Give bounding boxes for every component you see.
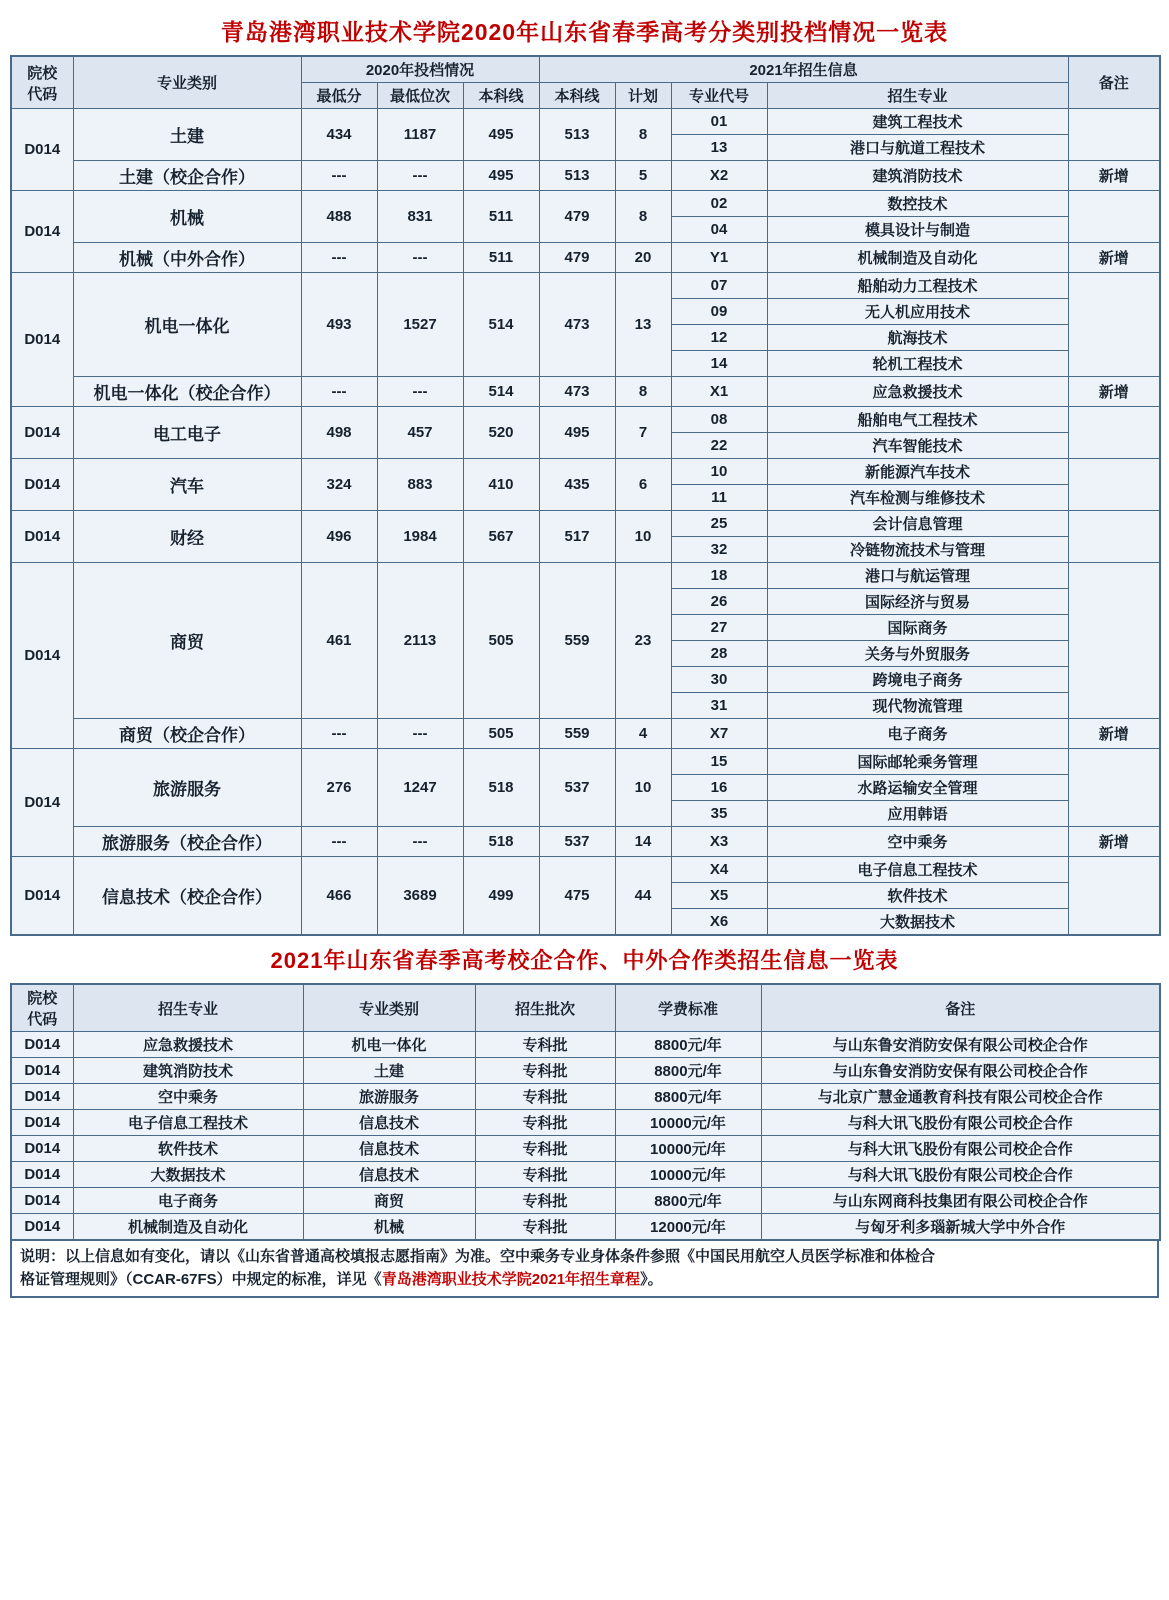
th-group-2021: 2021年招生信息 — [539, 56, 1068, 83]
cell2-tuition: 8800元/年 — [615, 1032, 761, 1058]
admission-scores-table — [10, 55, 1161, 936]
cell-bk-line-2020: 505 — [463, 563, 539, 719]
cell-min-score: 498 — [301, 407, 377, 459]
table-row — [11, 407, 1160, 433]
cell-min-rank: --- — [377, 377, 463, 407]
cell2-tuition: 8800元/年 — [615, 1188, 761, 1214]
cell-remark — [1068, 511, 1160, 563]
cell-remark — [1068, 459, 1160, 511]
cell2-major-category: 机械 — [303, 1214, 475, 1241]
cell-major-name: 汽车智能技术 — [767, 433, 1068, 459]
footnote-highlight: 青岛港湾职业技术学院2021年招生章程 — [381, 1270, 641, 1288]
table-row — [11, 749, 1160, 775]
cell-major-code: 31 — [671, 693, 767, 719]
cell2-batch: 专科批 — [475, 1084, 615, 1110]
cell-major-name: 航海技术 — [767, 325, 1068, 351]
cell2-remark: 与科大讯飞股份有限公司校企合作 — [761, 1136, 1160, 1162]
cell2-major-category: 旅游服务 — [303, 1084, 475, 1110]
cell2-major-category: 信息技术 — [303, 1136, 475, 1162]
cell2-major-name: 空中乘务 — [73, 1084, 303, 1110]
cell-remark: 新增 — [1068, 161, 1160, 191]
table-row — [11, 563, 1160, 589]
cell2-remark: 与山东鲁安消防安保有限公司校企合作 — [761, 1032, 1160, 1058]
cell-plan: 10 — [615, 749, 671, 827]
cell-major-code: X4 — [671, 857, 767, 883]
cell2-major-category: 信息技术 — [303, 1110, 475, 1136]
cell-min-rank: 1527 — [377, 273, 463, 377]
cell-min-rank: --- — [377, 161, 463, 191]
table2-header-row — [11, 984, 1160, 1032]
table-row — [11, 109, 1160, 135]
cell-major-name: 船舶电气工程技术 — [767, 407, 1068, 433]
cell2-major-name: 应急救援技术 — [73, 1032, 303, 1058]
cell-min-score: 488 — [301, 191, 377, 243]
cell-major-code: 26 — [671, 589, 767, 615]
cell-min-rank: 1187 — [377, 109, 463, 161]
table-row — [11, 377, 1160, 407]
cell-major-name: 大数据技术 — [767, 909, 1068, 936]
cell-major-name: 冷链物流技术与管理 — [767, 537, 1068, 563]
cell-major-category: 旅游服务 — [73, 749, 301, 827]
cell-major-code: 32 — [671, 537, 767, 563]
cell-major-name: 电子商务 — [767, 719, 1068, 749]
cell-major-code: 28 — [671, 641, 767, 667]
cell2-batch: 专科批 — [475, 1032, 615, 1058]
cell-bk-line-2021: 513 — [539, 109, 615, 161]
cell-bk-line-2020: 520 — [463, 407, 539, 459]
page-title-1: 青岛港湾职业技术学院2020年山东省春季高考分类别投档情况一览表 — [220, 19, 949, 45]
cell-major-code: X7 — [671, 719, 767, 749]
cell-plan: 8 — [615, 109, 671, 161]
cell-major-name: 跨境电子商务 — [767, 667, 1068, 693]
cell2-major-name: 电子商务 — [73, 1188, 303, 1214]
cell-school-code: D014 — [11, 109, 73, 191]
cell-major-category: 机械 — [73, 191, 301, 243]
cell2-school-code: D014 — [11, 1084, 73, 1110]
th2-batch: 招生批次 — [475, 984, 615, 1032]
cell2-remark: 与科大讯飞股份有限公司校企合作 — [761, 1162, 1160, 1188]
cell2-major-name: 建筑消防技术 — [73, 1058, 303, 1084]
cell-major-code: X5 — [671, 883, 767, 909]
table-row — [11, 1136, 1160, 1162]
th-school-code: 院校 代码 — [11, 56, 73, 109]
cell-major-name: 建筑消防技术 — [767, 161, 1068, 191]
cell2-tuition: 10000元/年 — [615, 1136, 761, 1162]
cell-remark — [1068, 857, 1160, 936]
th2-major-category: 专业类别 — [303, 984, 475, 1032]
cell2-remark: 与匈牙利多瑙新城大学中外合作 — [761, 1214, 1160, 1241]
cell-major-category: 机械（中外合作） — [73, 243, 301, 273]
cell-bk-line-2020: 518 — [463, 827, 539, 857]
cell-major-code: 04 — [671, 217, 767, 243]
table-row — [11, 273, 1160, 299]
cell2-school-code: D014 — [11, 1058, 73, 1084]
cell-school-code: D014 — [11, 511, 73, 563]
cell-min-rank: 3689 — [377, 857, 463, 936]
cell-bk-line-2021: 537 — [539, 749, 615, 827]
cell-bk-line-2021: 559 — [539, 719, 615, 749]
page-title-2: 2021年山东省春季高考校企合作、中外合作类招生信息一览表 — [270, 948, 899, 973]
cell2-batch: 专科批 — [475, 1214, 615, 1241]
cell-plan: 13 — [615, 273, 671, 377]
cell-min-score: 434 — [301, 109, 377, 161]
table-row — [11, 1110, 1160, 1136]
cell-major-name: 会计信息管理 — [767, 511, 1068, 537]
table-row — [11, 191, 1160, 217]
cell-major-category: 机电一体化（校企合作） — [73, 377, 301, 407]
cell-plan: 23 — [615, 563, 671, 719]
cell-major-code: 14 — [671, 351, 767, 377]
cell2-tuition: 10000元/年 — [615, 1162, 761, 1188]
th2-tuition: 学费标准 — [615, 984, 761, 1032]
cell-min-score: 276 — [301, 749, 377, 827]
cell-major-name: 汽车检测与维修技术 — [767, 485, 1068, 511]
cell-min-rank: 1984 — [377, 511, 463, 563]
cell-major-name: 新能源汽车技术 — [767, 459, 1068, 485]
cell-major-code: 30 — [671, 667, 767, 693]
table-row — [11, 1214, 1160, 1241]
cell-bk-line-2021: 479 — [539, 191, 615, 243]
cell-bk-line-2021: 517 — [539, 511, 615, 563]
cell-school-code: D014 — [11, 857, 73, 936]
th-major-category: 专业类别 — [73, 56, 301, 109]
cell-min-rank: 831 — [377, 191, 463, 243]
cell-major-name: 现代物流管理 — [767, 693, 1068, 719]
cell-major-category: 商贸 — [73, 563, 301, 719]
cell-major-name: 电子信息工程技术 — [767, 857, 1068, 883]
cell2-tuition: 10000元/年 — [615, 1110, 761, 1136]
cell-major-name: 应急救援技术 — [767, 377, 1068, 407]
cell-min-rank: 2113 — [377, 563, 463, 719]
cell-min-rank: --- — [377, 719, 463, 749]
cell-bk-line-2020: 495 — [463, 161, 539, 191]
cell2-remark: 与山东鲁安消防安保有限公司校企合作 — [761, 1058, 1160, 1084]
cell-major-code: 22 — [671, 433, 767, 459]
cell2-tuition: 8800元/年 — [615, 1058, 761, 1084]
cell2-major-name: 电子信息工程技术 — [73, 1110, 303, 1136]
cell-major-category: 电工电子 — [73, 407, 301, 459]
cell-bk-line-2020: 495 — [463, 109, 539, 161]
cell-school-code: D014 — [11, 407, 73, 459]
cell-major-code: 09 — [671, 299, 767, 325]
cell-major-category: 旅游服务（校企合作） — [73, 827, 301, 857]
cell-min-score: --- — [301, 161, 377, 191]
cell-major-category: 信息技术（校企合作） — [73, 857, 301, 936]
table-row — [11, 161, 1160, 191]
cell-min-rank: 883 — [377, 459, 463, 511]
cell2-school-code: D014 — [11, 1188, 73, 1214]
cell2-major-name: 大数据技术 — [73, 1162, 303, 1188]
cell-major-name: 国际经济与贸易 — [767, 589, 1068, 615]
cell-major-name: 港口与航道工程技术 — [767, 135, 1068, 161]
cell-major-code: 13 — [671, 135, 767, 161]
cell-major-category: 汽车 — [73, 459, 301, 511]
cell-bk-line-2020: 410 — [463, 459, 539, 511]
cell-plan: 4 — [615, 719, 671, 749]
cell-bk-line-2020: 518 — [463, 749, 539, 827]
cell2-school-code: D014 — [11, 1162, 73, 1188]
th2-major-name: 招生专业 — [73, 984, 303, 1032]
cell-major-code: X2 — [671, 161, 767, 191]
cell-major-name: 关务与外贸服务 — [767, 641, 1068, 667]
cell-major-category: 土建（校企合作） — [73, 161, 301, 191]
cell2-major-category: 土建 — [303, 1058, 475, 1084]
cell-school-code: D014 — [11, 191, 73, 273]
cell2-major-category: 机电一体化 — [303, 1032, 475, 1058]
cell-min-score: 493 — [301, 273, 377, 377]
cell2-school-code: D014 — [11, 1214, 73, 1241]
cell-min-score: --- — [301, 377, 377, 407]
table-row — [11, 827, 1160, 857]
cell-min-rank: 457 — [377, 407, 463, 459]
th-bk-line-2021: 本科线 — [539, 83, 615, 109]
th-plan: 计划 — [615, 83, 671, 109]
cell-remark: 新增 — [1068, 827, 1160, 857]
table-row — [11, 1032, 1160, 1058]
cell-major-category: 机电一体化 — [73, 273, 301, 377]
footnote — [10, 1241, 1159, 1298]
cell2-remark: 与北京广慧金通教育科技有限公司校企合作 — [761, 1084, 1160, 1110]
cell-major-name: 应用韩语 — [767, 801, 1068, 827]
cell-major-code: 12 — [671, 325, 767, 351]
cell-remark: 新增 — [1068, 719, 1160, 749]
cell-major-code: 10 — [671, 459, 767, 485]
cell-bk-line-2020: 511 — [463, 243, 539, 273]
cell-school-code: D014 — [11, 273, 73, 407]
cell-remark: 新增 — [1068, 243, 1160, 273]
footnote-line-1: 说明：以上信息如有变化，请以《山东省普通高校填报志愿指南》为准。空中乘务专业身体条件参照《中国民用航空人员医学标准和体检合 — [20, 1248, 936, 1265]
cell-plan: 7 — [615, 407, 671, 459]
cell-major-name: 港口与航运管理 — [767, 563, 1068, 589]
cell-bk-line-2021: 473 — [539, 377, 615, 407]
th-major-name: 招生专业 — [767, 83, 1068, 109]
cell-bk-line-2020: 499 — [463, 857, 539, 936]
cell-bk-line-2021: 435 — [539, 459, 615, 511]
cell-bk-line-2021: 495 — [539, 407, 615, 459]
table-row — [11, 459, 1160, 485]
cell-min-rank: 1247 — [377, 749, 463, 827]
cell2-batch: 专科批 — [475, 1188, 615, 1214]
cell-school-code: D014 — [11, 563, 73, 749]
footnote-line-2b: 》。 — [640, 1270, 663, 1288]
th2-remark: 备注 — [761, 984, 1160, 1032]
cell-major-name: 轮机工程技术 — [767, 351, 1068, 377]
footnote-line-2a: 格证管理规则》（CCAR-67FS）中规定的标准，详见《 — [20, 1270, 382, 1288]
cell2-school-code: D014 — [11, 1136, 73, 1162]
cell-plan: 44 — [615, 857, 671, 936]
cell-major-code: X6 — [671, 909, 767, 936]
cooperation-programs-table — [10, 983, 1161, 1241]
cell-major-code: 02 — [671, 191, 767, 217]
cell2-batch: 专科批 — [475, 1136, 615, 1162]
cell-bk-line-2020: 511 — [463, 191, 539, 243]
cell-min-score: 324 — [301, 459, 377, 511]
cell-major-name: 建筑工程技术 — [767, 109, 1068, 135]
cell-plan: 8 — [615, 377, 671, 407]
cell-major-name: 机械制造及自动化 — [767, 243, 1068, 273]
table-row — [11, 719, 1160, 749]
table-row — [11, 1162, 1160, 1188]
cell-school-code: D014 — [11, 459, 73, 511]
th-bk-line-2020: 本科线 — [463, 83, 539, 109]
cell-major-category: 财经 — [73, 511, 301, 563]
cell2-batch: 专科批 — [475, 1058, 615, 1084]
cell-bk-line-2021: 559 — [539, 563, 615, 719]
cell2-major-category: 信息技术 — [303, 1162, 475, 1188]
cell-major-name: 船舶动力工程技术 — [767, 273, 1068, 299]
cell-remark — [1068, 407, 1160, 459]
cell-major-code: X3 — [671, 827, 767, 857]
cell-major-code: 16 — [671, 775, 767, 801]
cell2-remark: 与科大讯飞股份有限公司校企合作 — [761, 1110, 1160, 1136]
cell-major-code: Y1 — [671, 243, 767, 273]
th-min-score: 最低分 — [301, 83, 377, 109]
th-group-2020: 2020年投档情况 — [301, 56, 539, 83]
cell-min-rank: --- — [377, 827, 463, 857]
table-row — [11, 1058, 1160, 1084]
cell-major-code: 01 — [671, 109, 767, 135]
cell-major-name: 国际邮轮乘务管理 — [767, 749, 1068, 775]
cell-remark — [1068, 749, 1160, 827]
cell-remark — [1068, 191, 1160, 243]
cell-bk-line-2021: 537 — [539, 827, 615, 857]
cell-major-code: 27 — [671, 615, 767, 641]
cell-major-name: 软件技术 — [767, 883, 1068, 909]
cell-min-score: --- — [301, 243, 377, 273]
cell2-tuition: 8800元/年 — [615, 1084, 761, 1110]
cell-bk-line-2020: 505 — [463, 719, 539, 749]
cell-bk-line-2020: 514 — [463, 377, 539, 407]
cell2-remark: 与山东网商科技集团有限公司校企合作 — [761, 1188, 1160, 1214]
cell-plan: 20 — [615, 243, 671, 273]
cell-plan: 6 — [615, 459, 671, 511]
cell2-batch: 专科批 — [475, 1110, 615, 1136]
cell-major-name: 无人机应用技术 — [767, 299, 1068, 325]
cell2-school-code: D014 — [11, 1110, 73, 1136]
cell-min-score: 466 — [301, 857, 377, 936]
cell-major-name: 模具设计与制造 — [767, 217, 1068, 243]
cell2-major-name: 软件技术 — [73, 1136, 303, 1162]
cell-major-code: 15 — [671, 749, 767, 775]
cell-remark — [1068, 563, 1160, 719]
table-row — [11, 1188, 1160, 1214]
cell-remark — [1068, 109, 1160, 161]
cell-major-category: 商贸（校企合作） — [73, 719, 301, 749]
cell-bk-line-2021: 475 — [539, 857, 615, 936]
cell-plan: 5 — [615, 161, 671, 191]
cell-plan: 14 — [615, 827, 671, 857]
cell-bk-line-2020: 567 — [463, 511, 539, 563]
cell2-tuition: 12000元/年 — [615, 1214, 761, 1241]
cell-major-name: 数控技术 — [767, 191, 1068, 217]
table-row — [11, 857, 1160, 883]
cell-remark — [1068, 273, 1160, 377]
table-row — [11, 511, 1160, 537]
cell-min-score: --- — [301, 827, 377, 857]
th-remark: 备注 — [1068, 56, 1160, 109]
cell-min-rank: --- — [377, 243, 463, 273]
cell-remark: 新增 — [1068, 377, 1160, 407]
cell2-major-category: 商贸 — [303, 1188, 475, 1214]
cell-min-score: 496 — [301, 511, 377, 563]
cell-major-code: 25 — [671, 511, 767, 537]
th2-school-code: 院校 代码 — [11, 984, 73, 1032]
cell-major-code: 11 — [671, 485, 767, 511]
th-major-code: 专业代号 — [671, 83, 767, 109]
cell-bk-line-2021: 513 — [539, 161, 615, 191]
cell-bk-line-2021: 473 — [539, 273, 615, 377]
cell-major-code: 07 — [671, 273, 767, 299]
cell-plan: 10 — [615, 511, 671, 563]
cell-major-code: X1 — [671, 377, 767, 407]
cell-major-code: 08 — [671, 407, 767, 433]
cell-major-category: 土建 — [73, 109, 301, 161]
table-row — [11, 243, 1160, 273]
cell-major-code: 35 — [671, 801, 767, 827]
cell-plan: 8 — [615, 191, 671, 243]
table-row — [11, 1084, 1160, 1110]
cell2-major-name: 机械制造及自动化 — [73, 1214, 303, 1241]
cell2-school-code: D014 — [11, 1032, 73, 1058]
th-min-rank: 最低位次 — [377, 83, 463, 109]
cell-bk-line-2021: 479 — [539, 243, 615, 273]
cell2-batch: 专科批 — [475, 1162, 615, 1188]
table1-header-row-1 — [11, 56, 1160, 83]
cell-school-code: D014 — [11, 749, 73, 857]
cell-major-name: 水路运输安全管理 — [767, 775, 1068, 801]
cell-major-name: 空中乘务 — [767, 827, 1068, 857]
cell-bk-line-2020: 514 — [463, 273, 539, 377]
cell-major-code: 18 — [671, 563, 767, 589]
cell-min-score: --- — [301, 719, 377, 749]
cell-min-score: 461 — [301, 563, 377, 719]
cell-major-name: 国际商务 — [767, 615, 1068, 641]
